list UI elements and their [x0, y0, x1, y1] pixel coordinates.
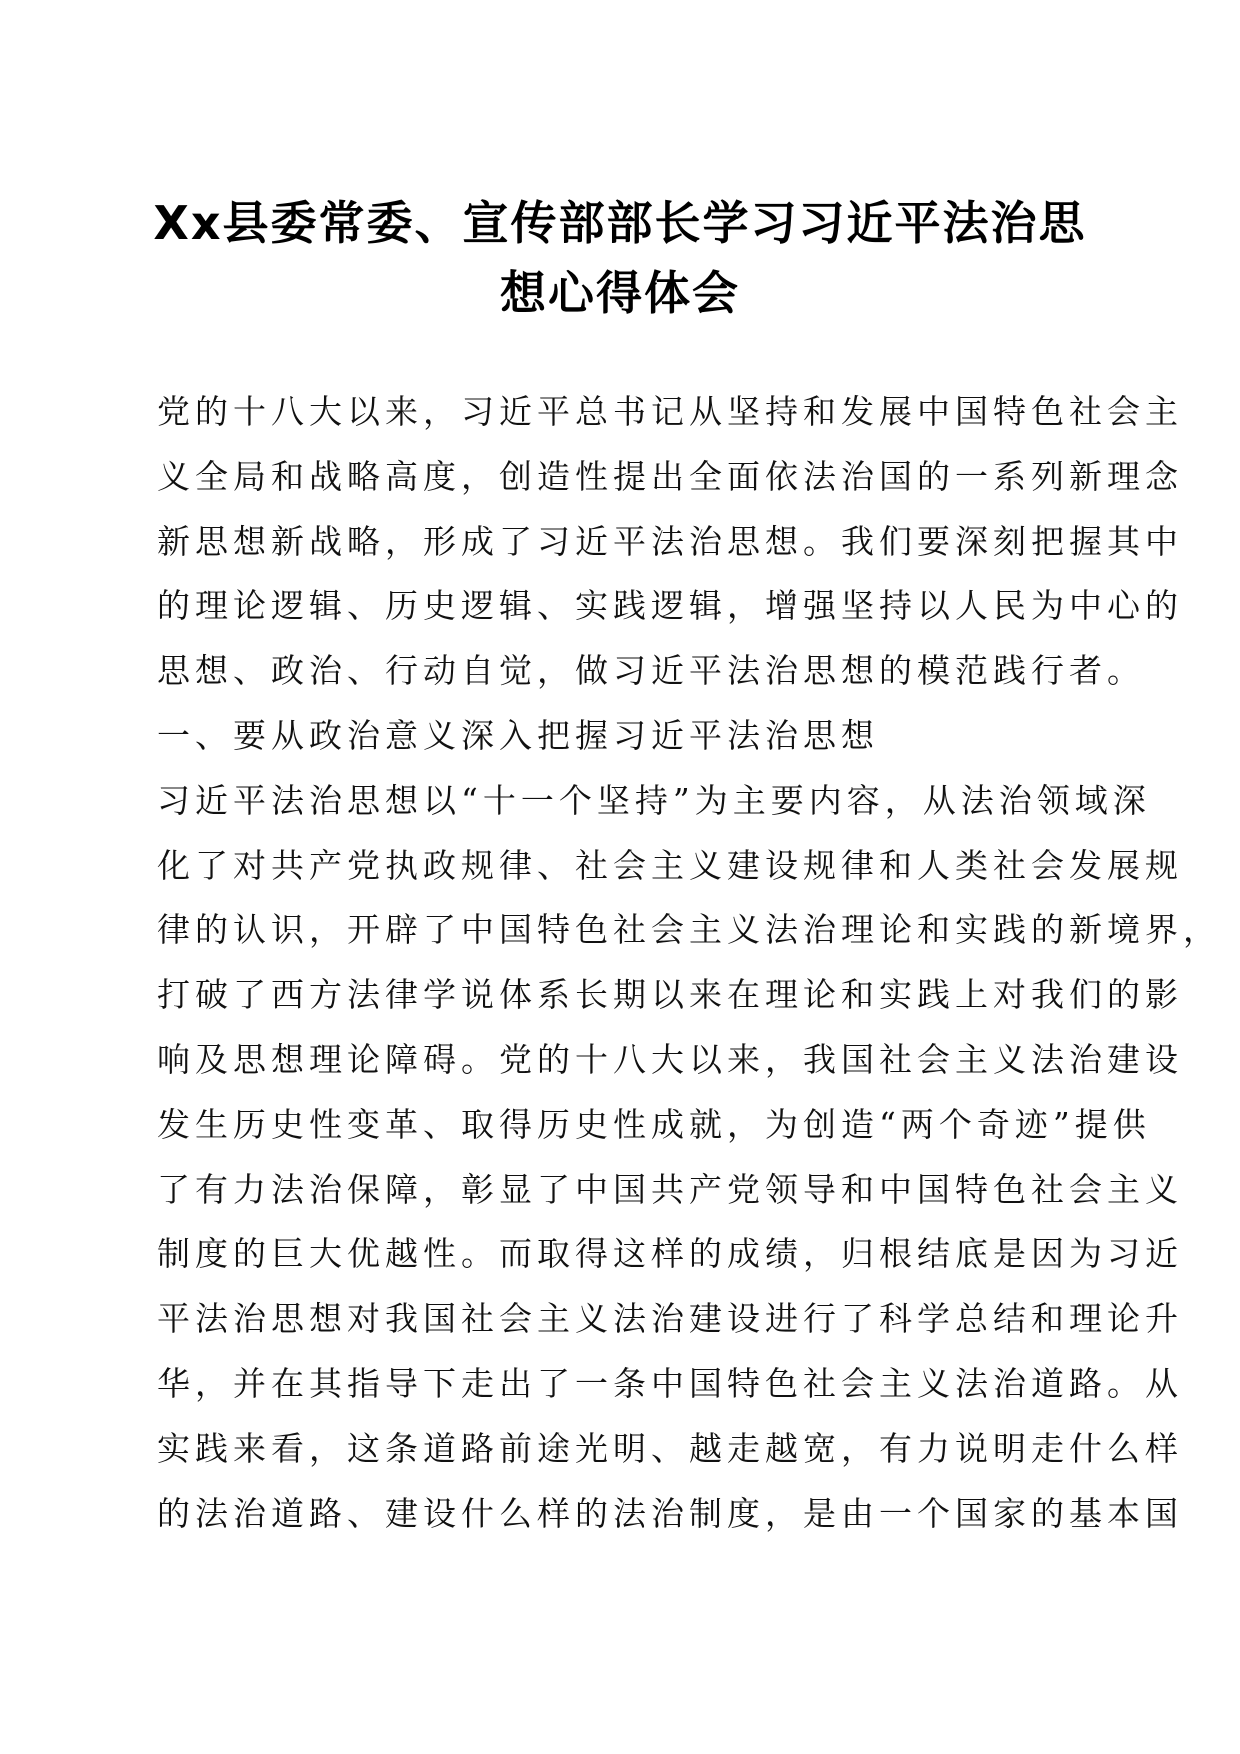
body-line: 华，并在其指导下走出了一条中国特色社会主义法治道路。从: [157, 1363, 1183, 1403]
body-line: 实践来看，这条道路前途光明、越走越宽，有力说明走什么样: [157, 1428, 1183, 1468]
body-line: 义全局和战略高度，创造性提出全面依法治国的一系列新理念: [157, 456, 1183, 496]
body-line: 新思想新战略，形成了习近平法治思想。我们要深刻把握其中: [157, 521, 1183, 561]
body-line: 发生历史性变革、取得历史性成就，为创造“两个奇迹”提供: [157, 1104, 1151, 1144]
document-title: [120, 188, 1120, 328]
document-body: [157, 380, 1221, 1546]
body-line: 制度的巨大优越性。而取得这样的成绩，归根结底是因为习近: [157, 1234, 1183, 1274]
body-line: 的理论逻辑、历史逻辑、实践逻辑，增强坚持以人民为中心的: [157, 586, 1183, 626]
body-line: 习近平法治思想以“十一个坚持”为主要内容，从法治领域深: [157, 780, 1151, 820]
section-heading: 一、要从政治意义深入把握习近平法治思想: [157, 715, 879, 755]
body-line: 了有力法治保障，彰显了中国共产党领导和中国特色社会主义: [157, 1169, 1183, 1209]
body-line: 的法治道路、建设什么样的法治制度，是由一个国家的基本国: [157, 1493, 1183, 1533]
body-line: 思想、政治、行动自觉，做习近平法治思想的模范践行者。: [157, 651, 1145, 691]
title-line-2: 想心得体会: [500, 266, 740, 320]
title-line-1: Xx县委常委、宣传部部长学习习近平法治思: [153, 196, 1087, 250]
body-line: 打破了西方法律学说体系长期以来在理论和实践上对我们的影: [157, 975, 1183, 1015]
body-line: 响及思想理论障碍。党的十八大以来，我国社会主义法治建设: [157, 1039, 1183, 1079]
body-line: 党的十八大以来，习近平总书记从坚持和发展中国特色社会主: [157, 392, 1183, 431]
body-line: 律的认识，开辟了中国特色社会主义法治理论和实践的新境界，: [157, 910, 1221, 950]
body-line: 平法治思想对我国社会主义法治建设进行了科学总结和理论升: [157, 1299, 1183, 1339]
body-line: 化了对共产党执政规律、社会主义建设规律和人类社会发展规: [157, 845, 1183, 885]
